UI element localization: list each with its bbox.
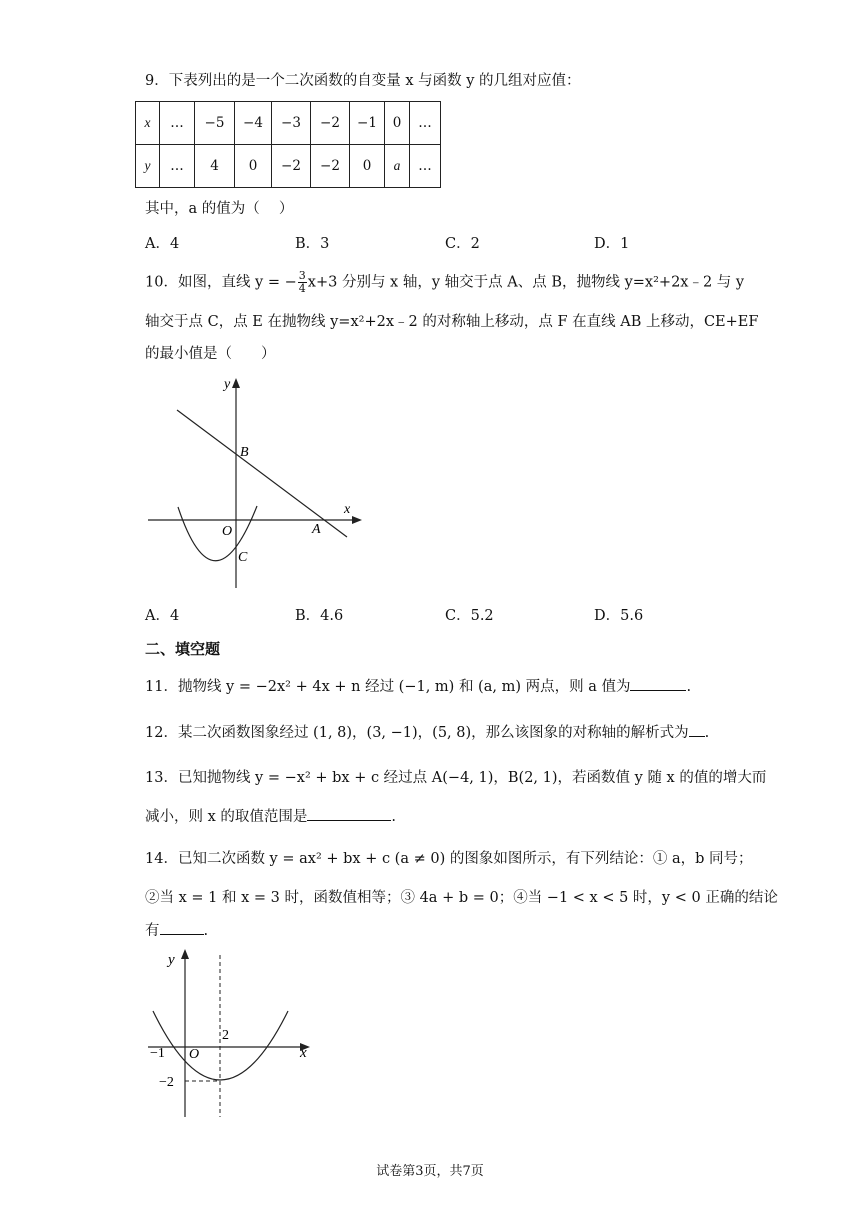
origin-label: O <box>222 524 233 539</box>
y-axis-arrow-icon <box>232 378 240 388</box>
table-cell: −4 <box>235 102 272 145</box>
q14-line3: 有 . <box>145 920 208 942</box>
answer-blank[interactable] <box>630 676 686 691</box>
tick-label-neg2: −2 <box>159 1075 174 1090</box>
answer-blank[interactable] <box>160 920 204 935</box>
table-cell: y <box>136 145 160 188</box>
table-cell: 0 <box>235 145 272 188</box>
tick-label-2: 2 <box>222 1028 229 1043</box>
q10-option-d: D．5.6 <box>594 608 644 624</box>
q10-option-c: C．5.2 <box>445 608 494 624</box>
q9-option-a: A．4 <box>145 236 180 252</box>
q10-option-a: A．4 <box>145 608 180 624</box>
answer-blank[interactable] <box>689 722 705 737</box>
q9-option-d: D．1 <box>594 236 630 252</box>
tick-label-neg1: −1 <box>150 1046 165 1061</box>
q10-line3: 的最小值是（ ） <box>145 346 276 362</box>
table-cell: 0 <box>350 145 385 188</box>
table-row-x <box>136 102 441 145</box>
q13-line1: 13．已知抛物线 y = −x² + bx + c 经过点 A(−4, 1)，B(2, 1)，若函数值 y 随 x 的值的增大而 <box>145 770 767 786</box>
point-a-label: A <box>312 522 321 537</box>
q11: 11．抛物线 y = −2x² + 4x + n 经过 (−1, m) 和 (a, m) 两点，则 a 值为 . <box>145 676 691 698</box>
table-cell: … <box>410 102 441 145</box>
q13-line2: 减小，则 x 的取值范围是 . <box>145 806 396 828</box>
q10-line1: 10．如图，直线 y = − $\frac{3}{4}$ x+3 分别与 x 轴，y 轴交于点 A、点 B，抛物线 y=x²+2x﹣2 与 y <box>145 269 745 295</box>
q10-line2: 轴交于点 C，点 E 在抛物线 y=x²+2x﹣2 的对称轴上移动，点 F 在直线 AB 上移动，CE+EF <box>145 314 759 330</box>
y-axis-label: y <box>224 377 231 392</box>
section-heading: 二、填空题 <box>145 640 221 658</box>
table-cell: … <box>160 145 195 188</box>
table-cell: −2 <box>311 145 350 188</box>
q10-option-b: B．4.6 <box>295 608 344 624</box>
y-axis-label: y <box>168 952 175 968</box>
origin-label: O <box>189 1047 200 1062</box>
q9-option-c: C．2 <box>445 236 480 252</box>
table-cell: 4 <box>195 145 235 188</box>
x-axis-label: x <box>344 502 351 517</box>
table-cell: −1 <box>350 102 385 145</box>
q9-ask: 其中，a 的值为（ ） <box>145 201 294 217</box>
table-cell: … <box>410 145 441 188</box>
y-axis-arrow-icon <box>181 949 189 959</box>
table-cell: −3 <box>272 102 311 145</box>
fraction: $\frac{3}{4}$ <box>298 269 306 295</box>
x-axis-arrow-icon <box>352 516 362 524</box>
q9-stem: 9．下表列出的是一个二次函数的自变量 x 与函数 y 的几组对应值： <box>145 73 581 89</box>
q14-figure <box>140 945 320 1125</box>
table-cell: a <box>385 145 410 188</box>
page-footer: 试卷第3页，共7页 <box>376 1164 484 1179</box>
value-table <box>135 101 441 188</box>
point-c-label: C <box>238 550 248 565</box>
q14-line1: 14．已知二次函数 y = ax² + bx + c (a ≠ 0) 的图象如图所示，有下列结论：① a，b 同号； <box>145 851 753 867</box>
table-row-y <box>136 145 441 188</box>
table-cell: −2 <box>272 145 311 188</box>
table-cell: −5 <box>195 102 235 145</box>
q12: 12．某二次函数图象经过 (1, 8)，(3, −1)，(5, 8)，那么该图象的对称轴的解析式为 . <box>145 722 709 744</box>
table-cell: … <box>160 102 195 145</box>
q9-option-b: B．3 <box>295 236 330 252</box>
table-cell: −2 <box>311 102 350 145</box>
answer-blank[interactable] <box>307 806 391 821</box>
table-cell: 0 <box>385 102 410 145</box>
q14-line2: ②当 x = 1 和 x = 3 时，函数值相等；③ 4a + b = 0；④当 −1 < x < 5 时，y < 0 正确的结论 <box>145 890 778 906</box>
point-b-label: B <box>240 445 249 460</box>
table-cell: x <box>136 102 160 145</box>
q10-figure <box>140 370 370 595</box>
line-ab <box>177 410 347 537</box>
x-axis-label: x <box>300 1045 307 1061</box>
